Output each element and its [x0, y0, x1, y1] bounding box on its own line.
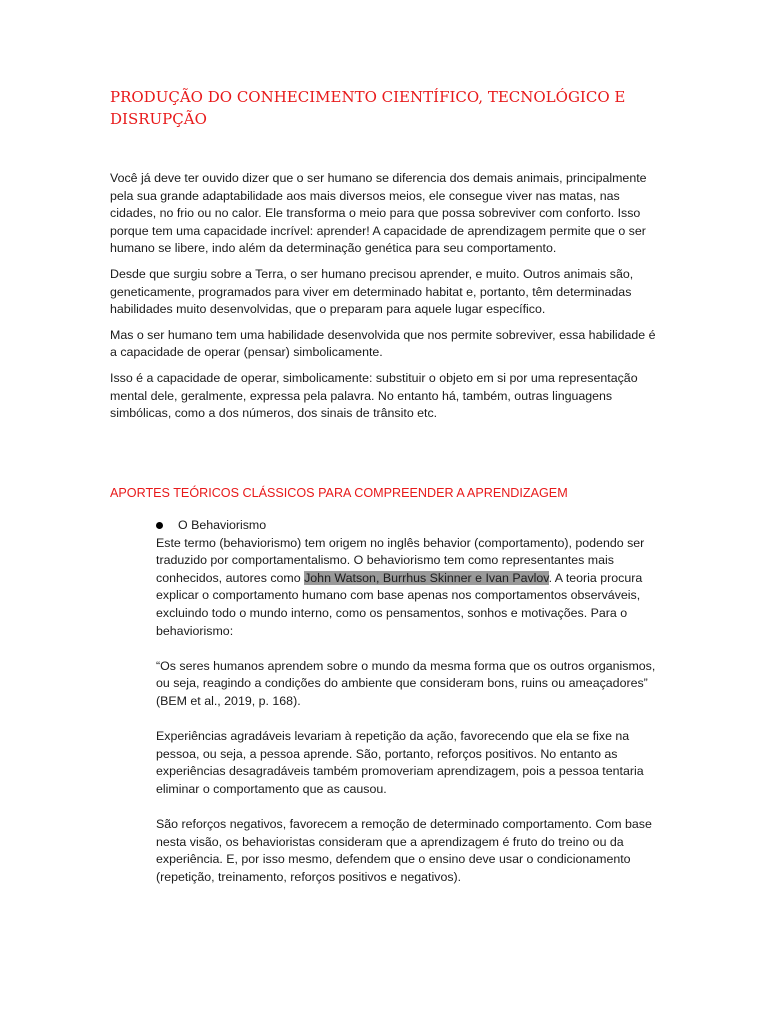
bullet-label: O Behaviorismo: [178, 518, 267, 532]
behaviorism-quote: “Os seres humanos aprendem sobre o mundo da mesma forma que os outros organismos, ou seja, reagindo a condições do ambiente que consideram bons, ruins ou ameaçadores” (BEM et al., 2019, p. 168).: [156, 658, 656, 708]
behaviorism-section: [156, 517, 664, 904]
behaviorism-paragraph-1: [156, 535, 664, 641]
intro-section: [110, 170, 662, 431]
paragraph-1-text-end: . A teoria procura explicar o comportamento humano com base apenas nos comportamentos observáveis, excluindo todo o mundo interno, como os pensamentos, sonhos e motivações. Para o behaviorismo:: [156, 570, 643, 638]
behaviorism-paragraph-3: Experiências agradáveis levariam à repetição da ação, favorecendo que ela se fixe na pessoa, ou seja, a pessoa aprende. São, portanto, reforços positivos. No entanto as experiências desagradáveis também promoveriam aprendizagem, pois a pessoa tentaria eliminar o comportamento que as causou.: [156, 729, 644, 796]
paragraph-1-text-start: Este termo (behaviorismo) tem origem no inglês behavior (comportamento), podendo ser traduzido por comportamentalismo. O behaviorismo tem como representantes mais conhecidos, autores como: [156, 535, 645, 585]
highlighted-authors: John Watson, Burrhus Skinner e Ivan Pavlov: [304, 570, 549, 585]
intro-paragraph-4: Isso é a capacidade de operar, simbolicamente: substituir o objeto em si por uma representação mental dele, geralmente, expressa pela palavra. No entanto há, também, outras linguagens simbólicas, como a dos números, dos sinais de trânsito etc.: [110, 370, 638, 421]
document-title: PRODUÇÃO DO CONHECIMENTO CIENTÍFICO, TECNOLÓGICO E DISRUPÇÃO: [110, 88, 626, 128]
intro-paragraph-3: Mas o ser humano tem uma habilidade desenvolvida que nos permite sobreviver, essa habilidade é a capacidade de operar (pensar) simbolicamente.: [110, 327, 656, 360]
intro-paragraph-2: Desde que surgiu sobre a Terra, o ser humano precisou aprender, e muito. Outros animais são, geneticamente, programados para viver em determinado habitat e, portanto, têm determinadas habilidades muito desenvolvidas, que o preparam para aquele lugar específico.: [110, 266, 634, 317]
intro-paragraph-1: Você já deve ter ouvido dizer que o ser humano se diferencia dos demais animais, principalmente pela sua grande adaptabilidade aos mais diversos meios, ele consegue viver nas matas, nas cidades, no frio ou no calor. Ele transforma o meio para que possa sobreviver com conforto. Isso porque tem uma capacidade incrível: aprender! A capacidade de aprendizagem permite que o ser humano se libere, indo além da determinação genética para seu comportamento.: [110, 171, 647, 256]
section-heading: APORTES TEÓRICOS CLÁSSICOS PARA COMPREENDER A APRENDIZAGEM: [110, 486, 568, 500]
bullet-item: [156, 517, 664, 535]
behaviorism-paragraph-4: São reforços negativos, favorecem a remoção de determinado comportamento. Com base nesta visão, os behavioristas consideram que a aprendizagem é fruto do treino ou da experiência. E, por isso mesmo, defendem que o ensino deve usar o condicionamento (repetição, treinamento, reforços positivos e negativos).: [156, 817, 652, 884]
bullet-dot-icon: [156, 522, 163, 529]
